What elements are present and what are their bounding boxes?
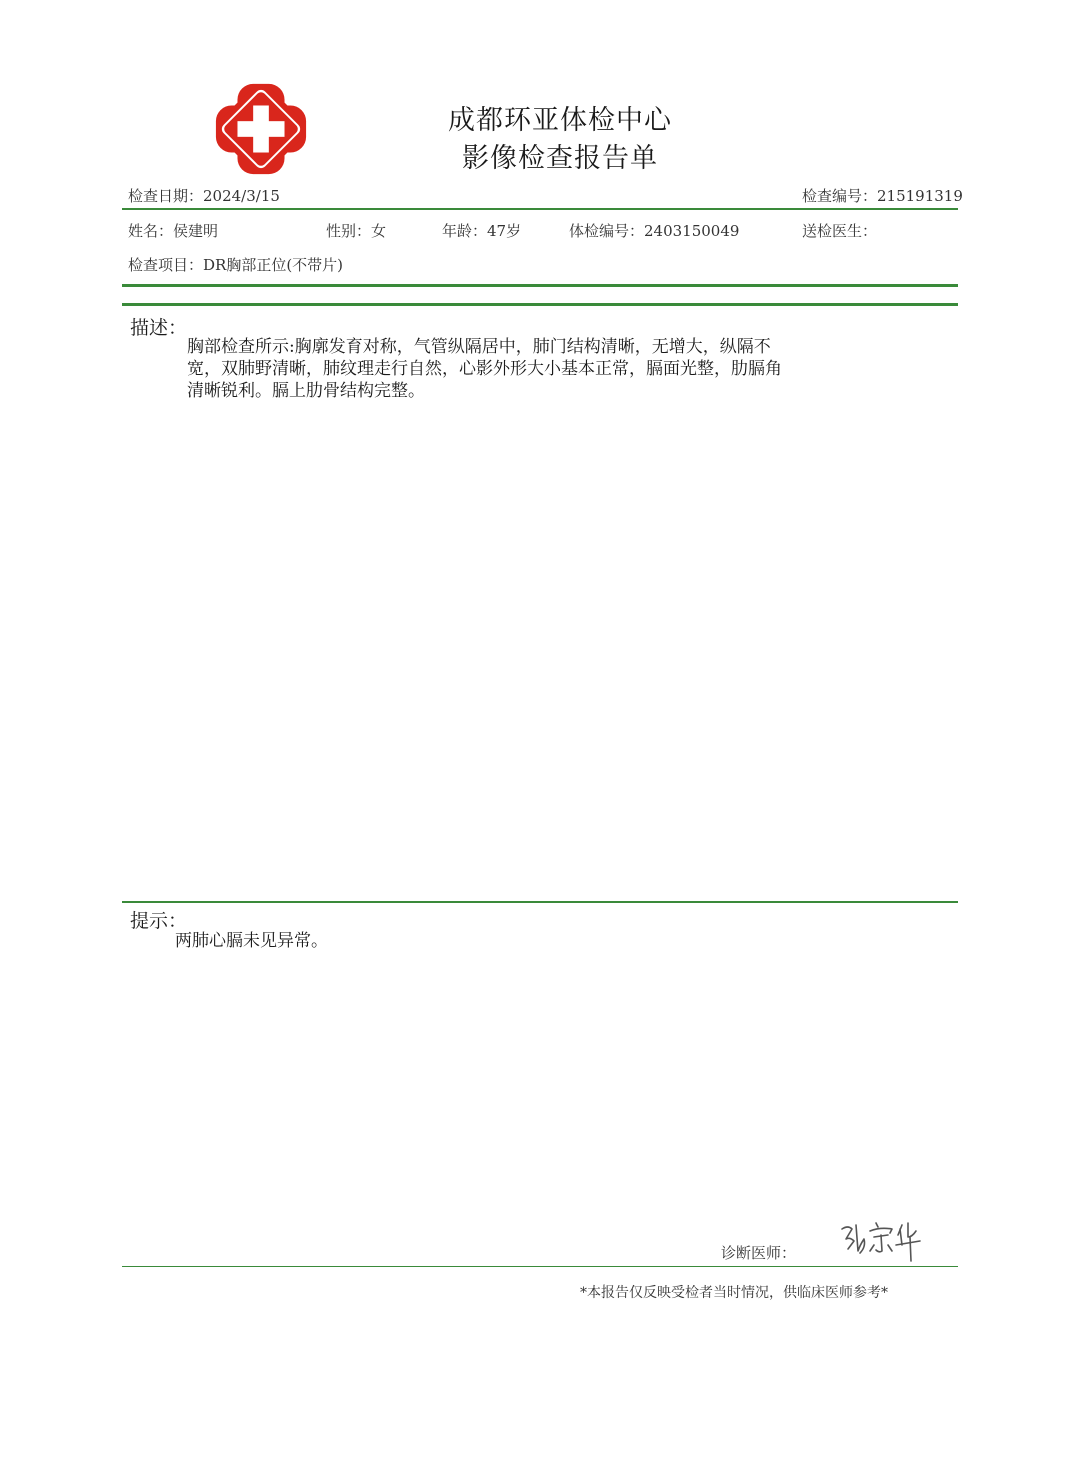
- patient-age: 年龄：47岁: [442, 222, 522, 240]
- divider-hint: [122, 901, 958, 903]
- exam-number: 检查编号：215191319: [802, 187, 963, 205]
- divider-double-top: [122, 284, 958, 287]
- exam-date: 检查日期：2024/3/15: [128, 187, 280, 205]
- red-cross-logo-icon: [212, 80, 310, 178]
- divider-top: [122, 208, 958, 210]
- patient-name: 姓名：侯建明: [128, 222, 219, 240]
- description-label: 描述：: [130, 317, 188, 339]
- divider-double-bottom: [122, 303, 958, 306]
- physical-exam-id: 体检编号：2403150049: [569, 222, 740, 240]
- exam-item: 检查项目：DR胸部正位(不带片): [128, 256, 344, 274]
- hint-text: 两肺心膈未见异常。: [175, 931, 328, 951]
- divider-bottom: [122, 1266, 958, 1267]
- patient-gender: 性别：女: [326, 222, 387, 240]
- hint-label: 提示：: [130, 910, 188, 932]
- doctor-signature: [836, 1215, 936, 1265]
- description-line: 清晰锐利。膈上肋骨结构完整。: [187, 381, 425, 401]
- description-line: 宽，双肺野清晰，肺纹理走行自然，心影外形大小基本正常，膈面光整，肋膈角: [187, 359, 782, 379]
- disclaimer: *本报告仅反映受检者当时情况，供临床医师参考*: [580, 1285, 888, 1301]
- center-name: 成都环亚体检中心: [448, 105, 672, 136]
- description-line: 胸部检查所示:胸廓发育对称，气管纵隔居中，肺门结构清晰，无增大，纵隔不: [187, 337, 771, 357]
- referring-doctor: 送检医生：: [802, 222, 878, 240]
- description-body: [187, 336, 867, 402]
- report-title: 影像检查报告单: [462, 143, 658, 174]
- diagnosis-doctor-label: 诊断医师：: [721, 1244, 797, 1262]
